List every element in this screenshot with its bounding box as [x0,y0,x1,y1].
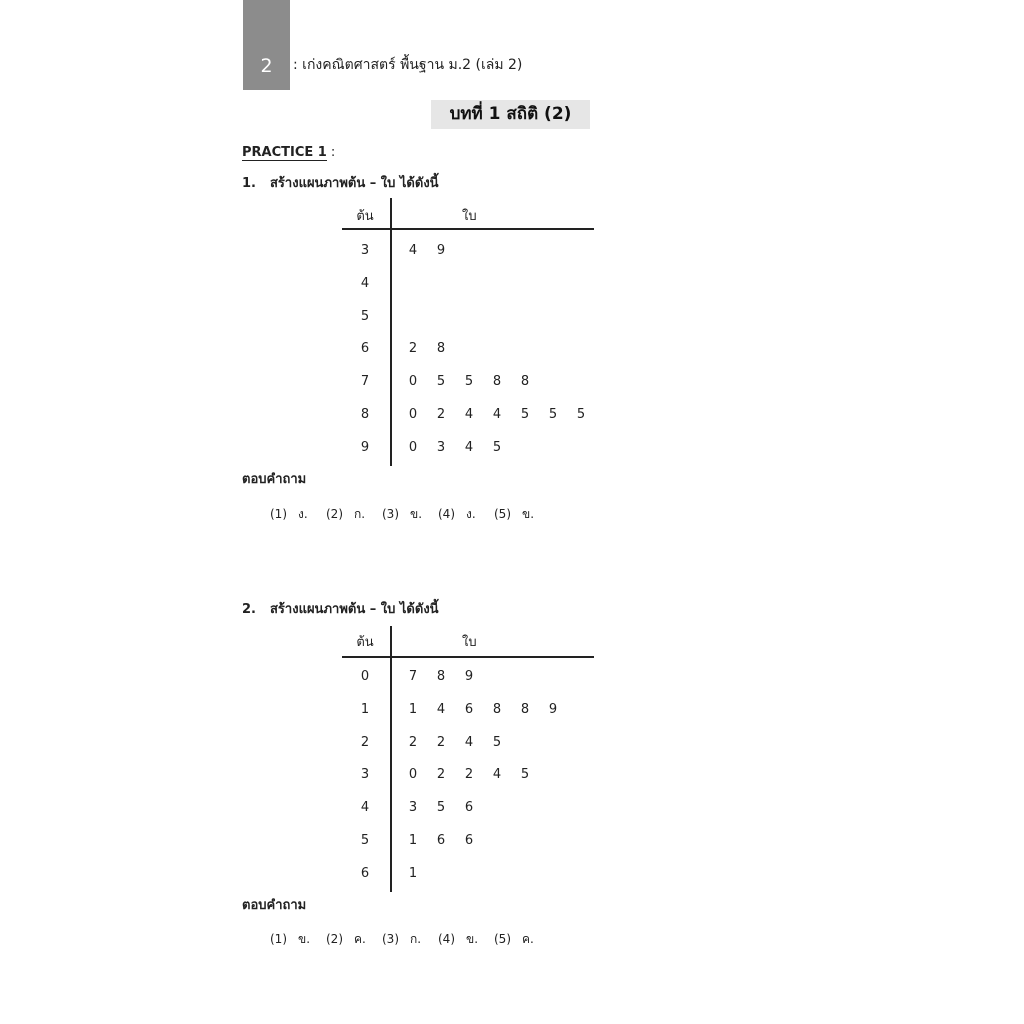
stem-leaf-plot-2 [342,626,594,892]
leaf-value: 9 [548,701,558,717]
leaf-value: 8 [436,341,446,357]
problem-2-heading [242,601,439,619]
answer-item [382,930,438,948]
leaf-value: 4 [464,439,474,455]
answer-item [270,930,326,948]
leaf-value: 0 [408,407,418,422]
leaf-value: 5 [436,800,446,816]
stem-leaf-row [342,339,594,359]
leaf-value: 1 [408,865,418,881]
answer-choice: ข. [466,932,479,946]
answer-item [326,505,382,523]
answer-number: (1) [270,507,287,521]
stem-leaf-row [342,798,594,818]
stem-value: 2 [360,734,370,750]
answer-heading-1: ตอบคำถาม [242,472,307,487]
leaf-value: 5 [548,407,558,422]
leaf-value: 6 [464,701,474,717]
leaf-value: 5 [492,734,502,750]
stem-leaf-row [342,733,594,753]
page-number-box [243,0,290,90]
stem-value: 9 [360,439,370,455]
stem-value: 3 [360,767,370,783]
leaf-value: 0 [408,439,418,455]
answer-item [438,930,494,948]
page-number: 2 [260,55,273,77]
header-rule [342,656,594,658]
leaf-value: 4 [492,767,502,783]
answer-choice: ง. [466,507,476,521]
leaf-value: 2 [436,734,446,750]
leaf-value: 2 [408,341,418,357]
stem-header: ต้น [356,635,374,650]
leaf-value: 6 [436,833,446,848]
stem-value: 8 [360,407,370,422]
leaf-value: 8 [436,669,446,684]
answer-number: (4) [438,932,455,946]
stem-leaf-row [342,274,594,294]
answer-number: (5) [494,932,511,946]
leaf-value: 9 [436,243,446,258]
leaf-value: 2 [436,767,446,783]
leaf-value: 5 [436,374,446,390]
leaf-value: 3 [408,800,418,816]
stem-value: 6 [360,865,370,881]
stem-leaf-plot-1 [342,198,594,466]
answer-item [326,930,382,948]
problem-text: สร้างแผนภาพต้น – ใบ ได้ดังนี้ [270,176,439,191]
leaf-value: 5 [576,407,586,422]
stem-divider [390,626,392,892]
leaf-value: 7 [408,669,418,684]
practice-label: PRACTICE 1 [242,145,327,160]
stem-leaf-row [342,700,594,720]
chapter-title-box [431,100,590,129]
answer-item [438,505,494,523]
leaf-value: 8 [492,701,502,717]
stem-leaf-row [342,667,594,687]
leaf-value: 1 [408,833,418,848]
leaf-value: 5 [520,407,530,422]
answer-item [270,505,326,523]
answer-number: (5) [494,507,511,521]
answer-number: (2) [326,507,343,521]
answer-choice: ก. [354,507,366,521]
stem-value: 4 [360,800,370,816]
leaf-value: 8 [520,374,530,390]
leaf-value: 0 [408,374,418,390]
answer-choice: ข. [410,507,423,521]
leaf-value: 4 [464,734,474,750]
stem-value: 5 [360,833,370,848]
answer-list-1 [270,505,550,523]
stem-value: 0 [360,669,370,684]
stem-header: ต้น [356,209,374,224]
leaf-value: 4 [464,407,474,422]
stem-divider [390,198,392,466]
chapter-title: บทที่ 1 สถิติ (2) [449,104,572,124]
answer-number: (1) [270,932,287,946]
problem-1-heading [242,175,439,193]
answer-choice: ข. [298,932,311,946]
stem-value: 7 [360,374,370,390]
leaf-value: 9 [464,669,474,684]
answer-choice: ข. [522,507,535,521]
header-rule [342,228,594,230]
leaf-value: 8 [492,374,502,390]
stem-value: 3 [360,243,370,258]
stem-leaf-row [342,438,594,458]
answer-item [494,505,550,523]
answer-item [494,930,550,948]
answer-choice: ก. [410,932,422,946]
answer-number: (4) [438,507,455,521]
stem-leaf-row [342,864,594,884]
stem-value: 6 [360,341,370,357]
problem-text: สร้างแผนภาพต้น – ใบ ได้ดังนี้ [270,602,439,617]
book-title: : เก่งคณิตศาสตร์ พื้นฐาน ม.2 (เล่ม 2) [293,57,523,73]
leaf-value: 4 [436,701,446,717]
leaf-value: 8 [520,701,530,717]
leaf-value: 1 [408,701,418,717]
problem-number: 2. [242,602,256,617]
leaf-value: 5 [520,767,530,783]
practice-heading [242,144,335,162]
leaf-value: 4 [492,407,502,422]
stem-leaf-row [342,241,594,261]
leaf-header: ใบ [462,635,477,650]
leaf-value: 2 [464,767,474,783]
stem-value: 4 [360,275,370,291]
answer-number: (2) [326,932,343,946]
leaf-value: 4 [408,243,418,258]
problem-number: 1. [242,176,256,191]
answer-number: (3) [382,932,399,946]
leaf-header: ใบ [462,209,477,224]
leaf-value: 6 [464,833,474,848]
answer-number: (3) [382,507,399,521]
stem-leaf-row [342,372,594,392]
stem-leaf-row [342,405,594,425]
answer-list-2 [270,930,550,948]
stem-leaf-row [342,307,594,327]
practice-colon: : [330,145,336,160]
leaf-value: 5 [464,374,474,390]
stem-leaf-row [342,831,594,851]
answer-choice: ค. [354,932,366,946]
leaf-value: 2 [436,407,446,422]
leaf-value: 0 [408,767,418,783]
stem-value: 1 [360,701,370,717]
stem-value: 5 [360,308,370,324]
answer-choice: ค. [522,932,534,946]
answer-heading-2: ตอบคำถาม [242,898,307,913]
leaf-value: 3 [436,439,446,455]
leaf-value: 2 [408,734,418,750]
answer-choice: ง. [298,507,308,521]
leaf-value: 5 [492,439,502,455]
leaf-value: 6 [464,800,474,816]
answer-item [382,505,438,523]
stem-leaf-row [342,765,594,785]
